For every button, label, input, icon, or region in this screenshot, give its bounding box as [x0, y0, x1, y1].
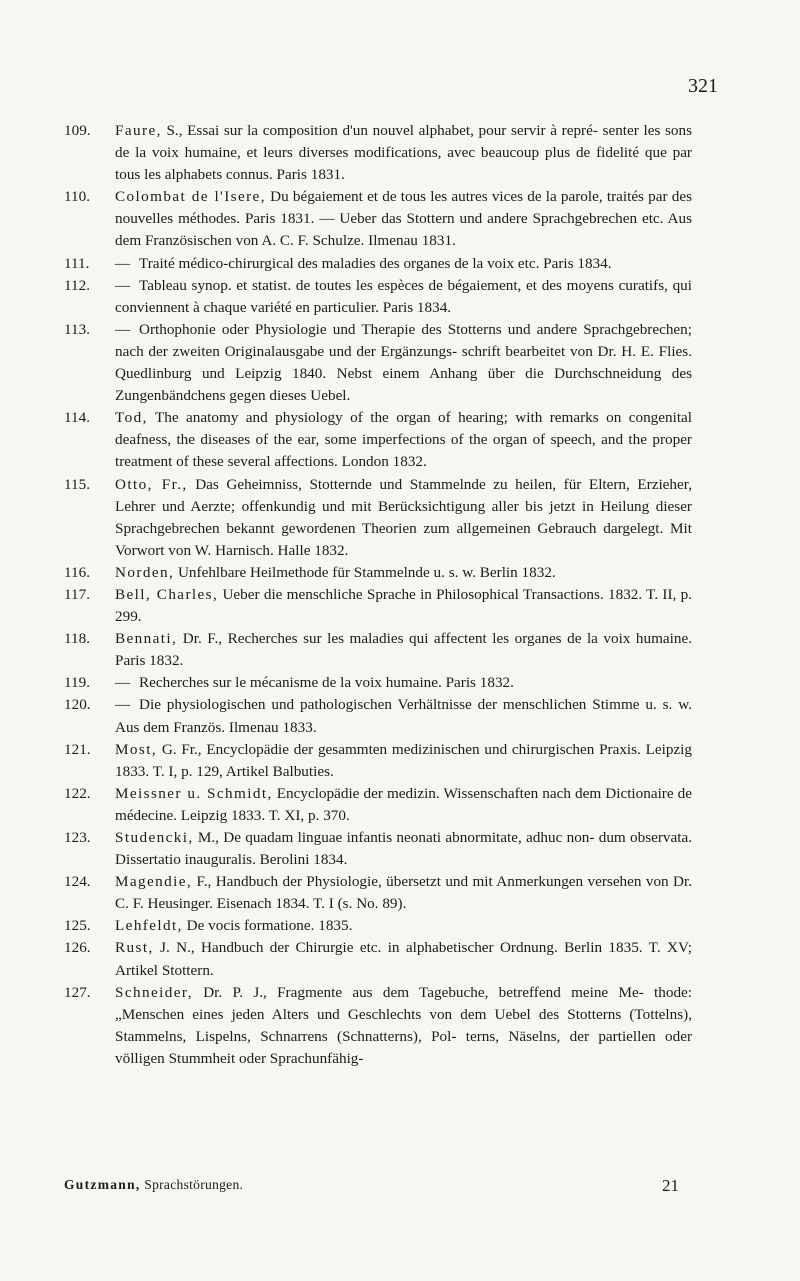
entry-number: 125. — [64, 917, 91, 935]
entry-author: Tod, — [115, 409, 148, 427]
entry-number: 119. — [64, 674, 91, 692]
entry-text: Dr. F., Recherches sur les maladies qui affectent les organes de la voix humaine. Paris 1832. — [115, 630, 693, 670]
entry-author: Most, — [115, 740, 158, 758]
bibliography-entry — [64, 982, 692, 1070]
entry-author: Schneider, — [115, 983, 193, 1001]
footer-title: Sprachstörungen. — [144, 1177, 244, 1192]
entry-text: De vocis formatione. 1835. — [186, 917, 353, 935]
entry-text: M., De quadam linguae infantis neonati abnormitate, adhuc non- dum observata. Dissertatio inauguralis. Berolini 1834. — [115, 829, 693, 869]
entry-number: 120. — [64, 696, 91, 714]
footer-author: Gutzmann, — [64, 1177, 141, 1192]
bibliography-entry — [64, 186, 692, 252]
bibliography-entry — [64, 783, 692, 827]
ditto-dash: — — [115, 320, 131, 338]
entry-author: Norden, — [115, 563, 175, 581]
bibliography-entry — [64, 584, 692, 628]
entry-author: Bennati, — [115, 630, 178, 648]
entry-text: Die physiologischen und pathologischen Verhältnisse der menschlichen Stimme u. s. w. Aus dem Französ. Ilmenau 1833. — [115, 696, 692, 736]
entry-number: 116. — [64, 563, 91, 581]
bibliography-entry — [64, 253, 692, 275]
ditto-dash: — — [115, 276, 131, 294]
bibliography-entry — [64, 319, 692, 407]
entry-text: Das Geheimniss, Stotternde und Stammelnde zu heilen, für Eltern, Erzieher, Lehrer und Aerzte; offenkundig und mit Berücksichtigung aller bis jetzt in Heilung dieser Sprachgebrechen bekannt gewordenen Theorien zum allgemeinen Gebrauch dargelegt. Mit Vorwort von W. Harnisch. Halle 1832. — [115, 475, 693, 559]
entry-number: 113. — [64, 320, 91, 338]
page-number: 321 — [688, 75, 718, 97]
entry-number: 114. — [64, 409, 91, 427]
entry-author: Lehfeldt, — [115, 917, 183, 935]
ditto-dash: — — [115, 674, 131, 692]
bibliography-entry — [64, 474, 692, 562]
entry-text: The anatomy and physiology of the organ of hearing; with remarks on congenital deafness, the diseases of the ear, some imperfections of the organ of speech, and the proper treatment of these several affections. London 1832. — [115, 409, 693, 471]
entry-number: 112. — [64, 276, 91, 294]
entry-number: 122. — [64, 784, 91, 802]
bibliography-entry — [64, 407, 692, 473]
bibliography-entry — [64, 915, 692, 937]
page-footer — [64, 1177, 719, 1196]
bibliography-entry — [64, 827, 692, 871]
bibliography-entry — [64, 562, 692, 584]
bibliography-list — [64, 120, 692, 1070]
entry-number: 115. — [64, 475, 91, 493]
bibliography-entry — [64, 739, 692, 783]
bibliography-entry — [64, 672, 692, 694]
entry-text: Ueber die menschliche Sprache in Philosophical Transactions. 1832. T. II, p. 299. — [115, 585, 692, 626]
entry-author: Magendie, — [115, 873, 193, 891]
entry-author: Rust, — [115, 939, 154, 957]
entry-author: Bell, Charles, — [115, 585, 219, 603]
entry-text: G. Fr., Encyclopädie der gesammten medizinischen und chirurgischen Praxis. Leipzig 1833. T. I, p. 129, Artikel Balbuties. — [115, 740, 692, 780]
entry-author: Colombat de l'Isere, — [115, 188, 266, 206]
entry-number: 126. — [64, 939, 91, 957]
signature-line — [64, 1177, 243, 1196]
entry-number: 110. — [64, 188, 91, 206]
bibliography-entry — [64, 937, 692, 981]
bibliography-entry — [64, 694, 692, 738]
entry-text: Recherches sur le mécanisme de la voix humaine. Paris 1832. — [139, 674, 514, 692]
sheet-number: 21 — [662, 1176, 679, 1195]
entry-author: Otto, Fr., — [115, 475, 188, 493]
bibliography-entry — [64, 275, 692, 319]
entry-text: Orthophonie oder Physiologie und Therapie des Stotterns und andere Sprachgebrechen; nach der zweiten Originalausgabe und der Ergänzungs- schrift bearbeitet von Dr. H. E. Flies. Quedlinburg und Leipzig 1840. Nebst einem Anhang über die Durchschneidung des Zungenbändchens gegen dieses Uebel. — [115, 320, 692, 405]
entry-number: 124. — [64, 873, 91, 891]
entry-number: 123. — [64, 829, 91, 846]
entry-text: J. N., Handbuch der Chirurgie etc. in alphabetischer Ordnung. Berlin 1835. T. XV; Artikel Stottern. — [115, 939, 693, 979]
entry-text: F., Handbuch der Physiologie, übersetzt und mit Anmerkungen versehen von Dr. C. F. Heusinger. Eisenach 1834. T. I (s. No. 89). — [115, 873, 692, 913]
entry-number: 118. — [64, 630, 91, 648]
entry-number: 111. — [64, 254, 90, 272]
entry-text: Unfehlbare Heilmethode für Stammelnde u. s. w. Berlin 1832. — [177, 563, 556, 581]
entry-number: 121. — [64, 740, 91, 758]
bibliography-entry — [64, 628, 692, 672]
entry-text: S., Essai sur la composition d'un nouvel alphabet, pour servir à repré- senter les sons de la voix humaine, et leurs diverses modifications, avec beaucoup plus de fidelité que par tous les alphabets connus. Paris 1831. — [115, 122, 693, 184]
entry-author: Studencki, — [115, 829, 194, 846]
ditto-dash: — — [115, 254, 131, 272]
ditto-dash: — — [115, 696, 131, 714]
entry-number: 117. — [64, 585, 91, 603]
entry-number: 127. — [64, 983, 91, 1001]
entry-text: Dr. P. J., Fragmente aus dem Tagebuche, betreffend meine Me- thode: „Menschen eines jeden Alters und Geschlechts von dem Uebel des Stotterns (Tottelns), Stammelns, Lispelns, Schnarrens (Schnatterns), Pol- terns, Näselns, der partiellen oder völligen Stummheit oder Sprachunfähig- — [115, 983, 693, 1067]
entry-number: 109. — [64, 122, 91, 139]
entry-author: Meissner u. Schmidt, — [115, 784, 273, 802]
entry-text: Traité médico-chirurgical des maladies des organes de la voix etc. Paris 1834. — [139, 254, 612, 272]
entry-author: Faure, — [115, 122, 162, 139]
entry-text: Encyclopädie der medizin. Wissenschaften nach dem Dictionaire de médecine. Leipzig 1833. T. XI, p. 370. — [115, 784, 693, 824]
bibliography-entry — [64, 871, 692, 915]
bibliography-entry — [64, 120, 692, 186]
entry-text: Du bégaiement et de tous les autres vices de la parole, traités par des nouvelles méthodes. Paris 1831. — Ueber das Stottern und andere Sprachgebrechen etc. Aus dem Französischen von A. C. F. Schulze. Ilmenau 1831. — [115, 188, 693, 250]
entry-text: Tableau synop. et statist. de toutes les espèces de bégaiement, et des moyens curatifs, qui conviennent à chaque variété en particulier. Paris 1834. — [115, 276, 692, 316]
